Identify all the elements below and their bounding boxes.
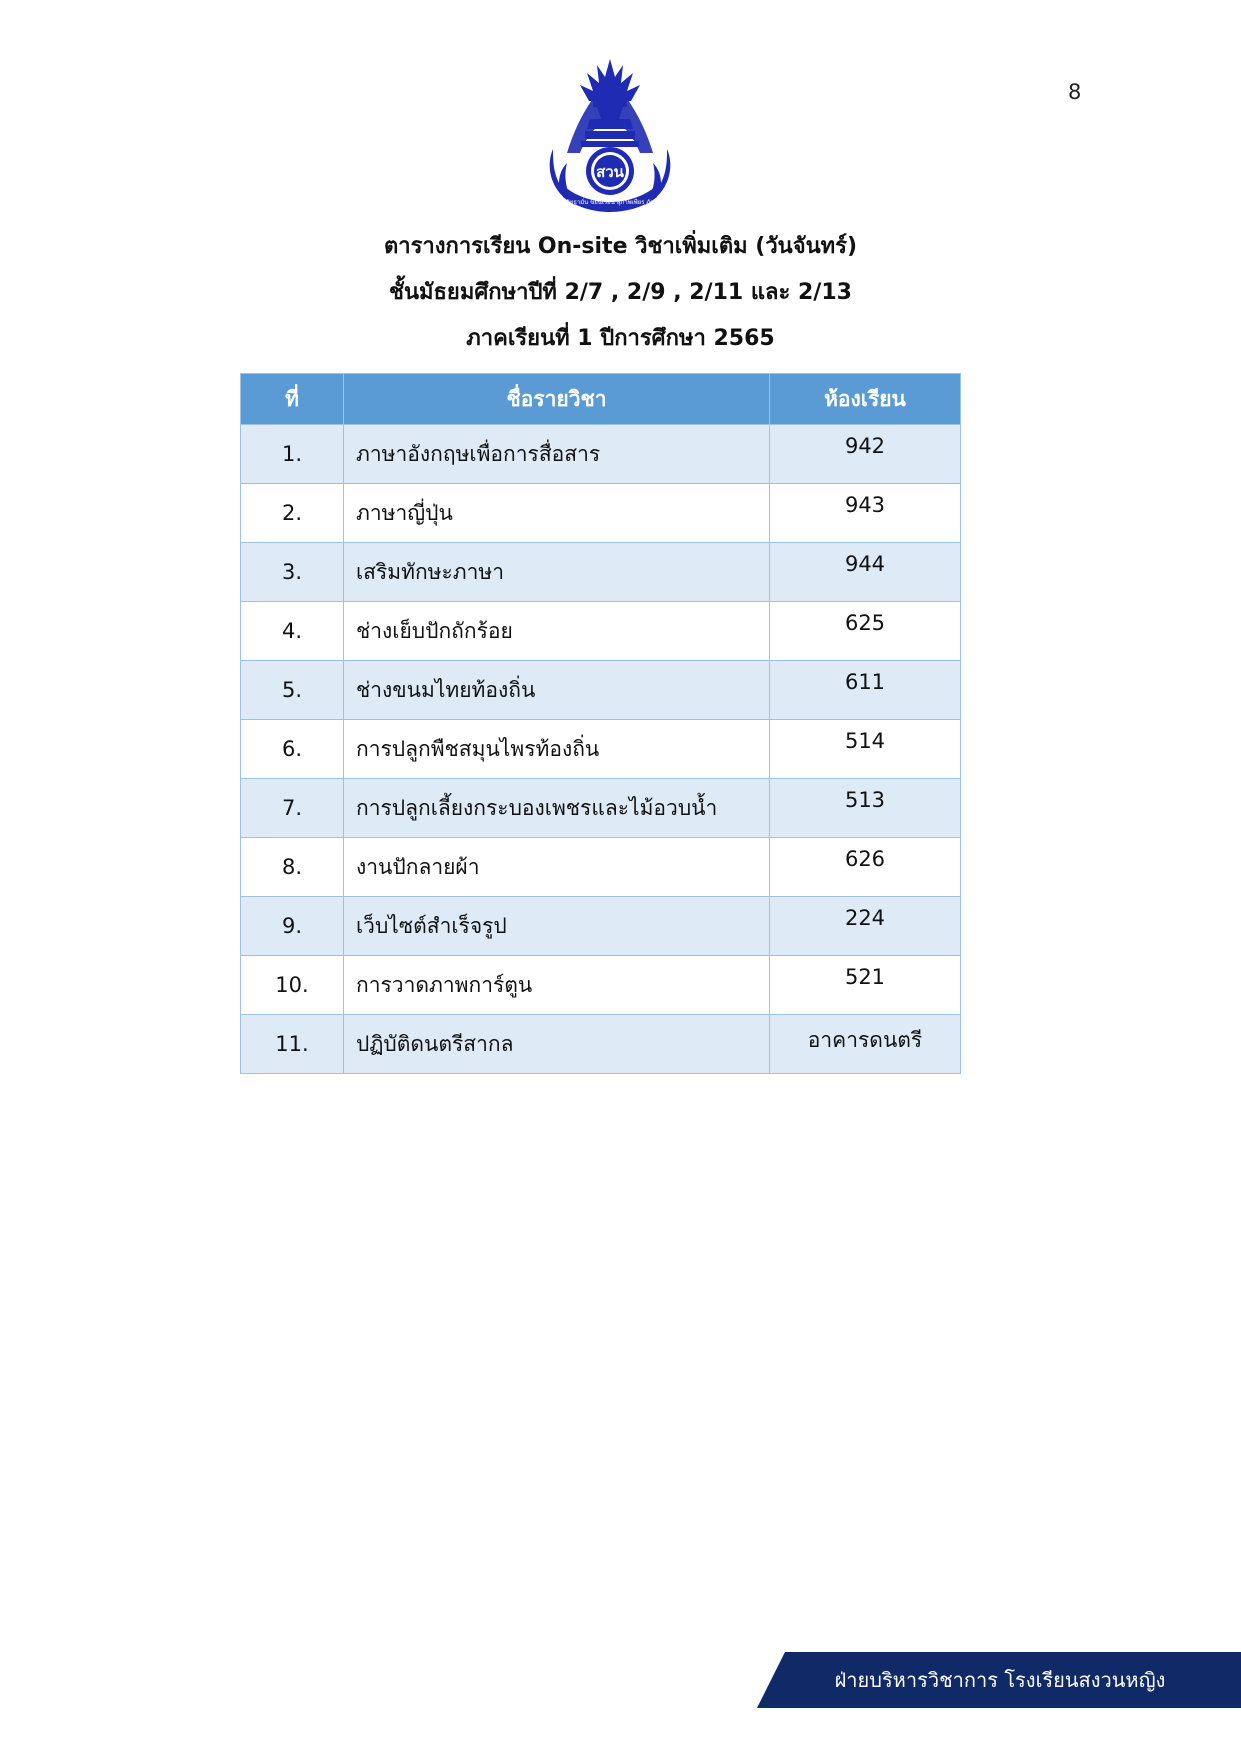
row-room: 521: [770, 956, 961, 1015]
table-row: [241, 602, 961, 661]
row-no: 9.: [241, 897, 344, 956]
header-subject: ชื่อรายวิชา: [344, 374, 770, 425]
row-subject: ช่างเย็บปักถักร้อย: [344, 602, 770, 661]
school-seal-icon: [545, 57, 675, 217]
row-subject: เว็บไซต์สำเร็จรูป: [344, 897, 770, 956]
row-no: 6.: [241, 720, 344, 779]
row-no: 4.: [241, 602, 344, 661]
title-line-2: ชั้นมัธยมศึกษาปีที่ 2/7 , 2/9 , 2/11 และ 2/13: [389, 280, 852, 305]
row-no: 10.: [241, 956, 344, 1015]
table-header-row: [241, 374, 961, 425]
row-subject: ช่างขนมไทยท้องถิ่น: [344, 661, 770, 720]
table-row: [241, 720, 961, 779]
row-room: 611: [770, 661, 961, 720]
table-row: [241, 779, 961, 838]
row-subject: ภาษาอังกฤษเพื่อการสื่อสาร: [344, 425, 770, 484]
row-subject: เสริมทักษะภาษา: [344, 543, 770, 602]
header-no: ที่: [241, 374, 344, 425]
row-no: 11.: [241, 1015, 344, 1074]
row-subject: การปลูกเลี้ยงกระบองเพชรและไม้อวบน้ำ: [344, 779, 770, 838]
row-room: 625: [770, 602, 961, 661]
row-subject: ภาษาญี่ปุ่น: [344, 484, 770, 543]
seal-motto: ศรัทธามั่น ขยันเรียน สุภาพเพียร ภักดี: [562, 199, 658, 206]
table-row: [241, 838, 961, 897]
table-row: [241, 484, 961, 543]
seal-emblem-text: สวน: [596, 163, 624, 181]
row-room: อาคารดนตรี: [770, 1015, 961, 1074]
title-line-3: ภาคเรียนที่ 1 ปีการศึกษา 2565: [466, 326, 775, 351]
table-row: [241, 543, 961, 602]
row-room: 514: [770, 720, 961, 779]
document-title: [0, 224, 1241, 362]
table-row: [241, 956, 961, 1015]
table-row: [241, 897, 961, 956]
row-room: 944: [770, 543, 961, 602]
row-room: 513: [770, 779, 961, 838]
header-room: ห้องเรียน: [770, 374, 961, 425]
table-row: [241, 661, 961, 720]
row-no: 2.: [241, 484, 344, 543]
row-room: 626: [770, 838, 961, 897]
title-line-1: ตารางการเรียน On-site วิชาเพิ่มเติม (วันจันทร์): [383, 234, 858, 259]
row-subject: ปฏิบัติดนตรีสากล: [344, 1015, 770, 1074]
row-room: 224: [770, 897, 961, 956]
row-subject: การวาดภาพการ์ตูน: [344, 956, 770, 1015]
row-subject: งานปักลายผ้า: [344, 838, 770, 897]
row-no: 3.: [241, 543, 344, 602]
row-room: 942: [770, 425, 961, 484]
footer-text: ฝ่ายบริหารวิชาการ โรงเรียนสงวนหญิง: [834, 1668, 1166, 1692]
row-no: 1.: [241, 425, 344, 484]
table-row: [241, 425, 961, 484]
row-no: 5.: [241, 661, 344, 720]
row-room: 943: [770, 484, 961, 543]
row-subject: การปลูกพืชสมุนไพรท้องถิ่น: [344, 720, 770, 779]
row-no: 8.: [241, 838, 344, 897]
row-no: 7.: [241, 779, 344, 838]
page-number: 8: [1068, 80, 1082, 104]
table-row: [241, 1015, 961, 1074]
schedule-table: [240, 373, 961, 1074]
